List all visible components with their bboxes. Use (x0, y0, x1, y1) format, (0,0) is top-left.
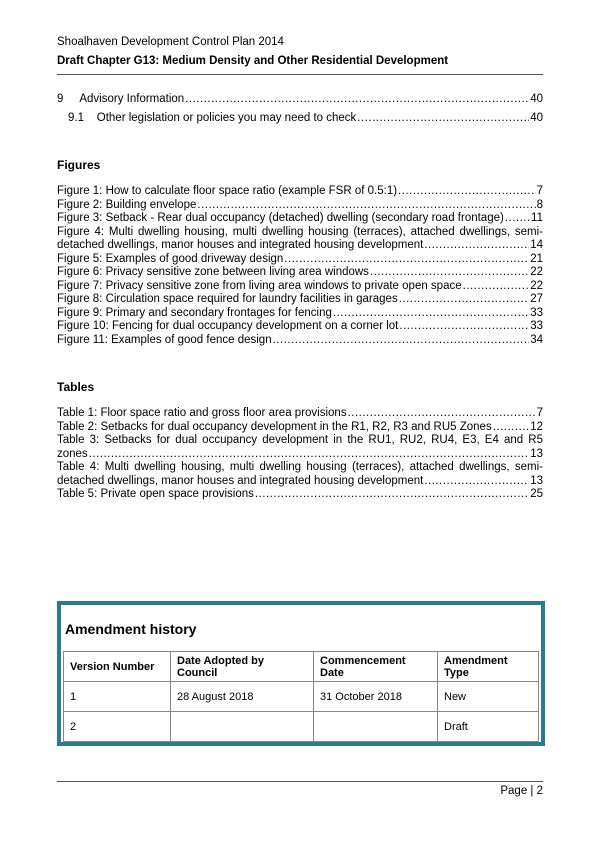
column-header-amendment-type: Amendment Type (438, 652, 539, 682)
figure-entry[interactable] (57, 199, 543, 213)
leader-dots (399, 293, 530, 307)
table-row (64, 682, 539, 712)
toc-entry-label: 9 Advisory Information (57, 93, 185, 105)
cell-date-adopted (171, 712, 314, 742)
figure-entry-label: Figure 4: Multi dwelling housing, multi dwelling housing (terraces), attached dwellings, semi- (57, 225, 543, 238)
header-divider (57, 74, 543, 75)
figure-entry-page: 8 (536, 198, 543, 211)
figure-entry[interactable] (57, 253, 543, 267)
leader-dots (505, 212, 530, 226)
leader-dots (255, 488, 529, 502)
cell-date-adopted: 28 August 2018 (171, 682, 314, 712)
figure-entry-label: Figure 11: Examples of good fence design (57, 333, 272, 346)
leader-dots (284, 253, 529, 267)
table-entry-page: 12 (530, 420, 543, 433)
table-entry[interactable] (57, 434, 543, 461)
toc-entry-page: 40 (530, 111, 543, 124)
figure-entry[interactable] (57, 266, 543, 280)
figure-entry[interactable] (57, 280, 543, 294)
leader-dots (357, 112, 529, 126)
figure-entry-label: Figure 6: Privacy sensitive zone between living area windows (57, 266, 369, 278)
leader-dots (463, 280, 530, 294)
figure-entry-page: 22 (530, 279, 543, 292)
table-entry[interactable] (57, 461, 543, 488)
tables-list (57, 407, 543, 502)
column-header-commencement-date: Commencement Date (314, 652, 438, 682)
figure-entry-page: 14 (530, 239, 543, 251)
figure-entry-label: Figure 9: Primary and secondary frontages for fencing (57, 306, 332, 319)
leader-dots (185, 93, 529, 107)
figure-entry[interactable] (57, 307, 543, 321)
table-entry-page: 7 (536, 407, 543, 419)
figure-entry-label: Figure 2: Building envelope (57, 198, 197, 211)
cell-amendment-type: Draft (438, 712, 539, 742)
table-entry[interactable] (57, 421, 543, 435)
figure-entry-page: 21 (530, 252, 543, 265)
figures-heading: Figures (57, 158, 101, 172)
figure-entry-page: 33 (530, 320, 543, 332)
cell-amendment-type: New (438, 682, 539, 712)
table-entry-label: Table 4: Multi dwelling housing, multi dwelling housing (terraces), attached dwellings, semi- (57, 461, 543, 473)
table-entry-page: 13 (530, 474, 543, 487)
table-row (64, 712, 539, 742)
table-entry-label: Table 3: Setbacks for dual occupancy development in the RU1, RU2, RU4, E3, E4 and R5 (57, 434, 543, 446)
cell-version-number: 1 (64, 682, 171, 712)
figure-entry[interactable] (57, 226, 543, 253)
figure-entry-page: 7 (536, 185, 543, 197)
table-entry-page: 25 (530, 488, 543, 500)
table-entry[interactable] (57, 488, 543, 502)
cell-commencement-date: 31 October 2018 (314, 682, 438, 712)
figure-entry-label: Figure 8: Circulation space required for laundry facilities in garages (57, 293, 398, 305)
figure-entry-page: 27 (530, 293, 543, 305)
column-header-version-number: Version Number (64, 652, 171, 682)
figure-entry[interactable] (57, 185, 543, 199)
leader-dots (89, 448, 530, 462)
leader-dots (348, 407, 536, 421)
leader-dots (424, 475, 529, 489)
figure-entry-label: Figure 1: How to calculate floor space ratio (example FSR of 0.5:1) (57, 185, 398, 197)
table-entry-label: Table 2: Setbacks for dual occupancy development in the R1, R2, R3 and RU5 Zones (57, 420, 492, 433)
toc-entry-label: 9.1 Other legislation or policies you may need to check (68, 111, 357, 124)
table-entry-page: 13 (530, 447, 543, 460)
amendment-history-table (63, 651, 539, 742)
figures-list (57, 185, 543, 347)
leader-dots (493, 421, 530, 435)
figure-entry-page: 22 (530, 266, 543, 278)
table-entry[interactable] (57, 407, 543, 421)
figure-entry-label: Figure 7: Privacy sensitive zone from living area windows to private open space (57, 279, 462, 292)
page-number: Page | 2 (500, 785, 543, 797)
figure-entry[interactable] (57, 320, 543, 334)
toc-entry[interactable] (57, 112, 543, 126)
table-header-row (64, 652, 539, 682)
leader-dots (398, 185, 536, 199)
table-entry-label: Table 1: Floor space ratio and gross floor area provisions (57, 407, 347, 419)
table-entry-label: Table 5: Private open space provisions (57, 488, 254, 500)
tables-heading: Tables (57, 380, 95, 394)
figure-entry[interactable] (57, 293, 543, 307)
figure-entry-page: 33 (530, 306, 543, 319)
cell-commencement-date (314, 712, 438, 742)
header-plan-title: Shoalhaven Development Control Plan 2014 (57, 36, 284, 48)
figure-entry[interactable] (57, 334, 543, 348)
toc-entry-page: 40 (530, 93, 543, 105)
table-entry-label-continued: zones (57, 447, 88, 460)
table-entry-label-continued: detached dwellings, manor houses and integrated housing development (57, 474, 424, 487)
leader-dots (197, 199, 535, 213)
toc-list (57, 93, 543, 125)
figure-entry-label: Figure 3: Setback - Rear dual occupancy (detached) dwelling (secondary road frontage) (57, 212, 504, 224)
figure-entry-label-continued: detached dwellings, manor houses and integrated housing development (57, 239, 424, 251)
leader-dots (424, 239, 529, 253)
header-chapter-title: Draft Chapter G13: Medium Density and Other Residential Development (57, 55, 449, 67)
amendment-history-box (57, 601, 545, 746)
leader-dots (333, 307, 529, 321)
figure-entry[interactable] (57, 212, 543, 226)
cell-version-number: 2 (64, 712, 171, 742)
figure-entry-page: 34 (530, 333, 543, 346)
toc-entry[interactable] (57, 93, 543, 107)
footer-divider (57, 781, 543, 782)
figure-entry-label: Figure 5: Examples of good driveway design (57, 252, 284, 265)
amendment-history-title: Amendment history (65, 621, 197, 637)
leader-dots (399, 320, 529, 334)
leader-dots (273, 334, 530, 348)
figure-entry-label: Figure 10: Fencing for dual occupancy development on a corner lot (57, 320, 399, 332)
leader-dots (370, 266, 529, 280)
figure-entry-page: 11 (531, 212, 543, 224)
column-header-date-adopted: Date Adopted by Council (171, 652, 314, 682)
